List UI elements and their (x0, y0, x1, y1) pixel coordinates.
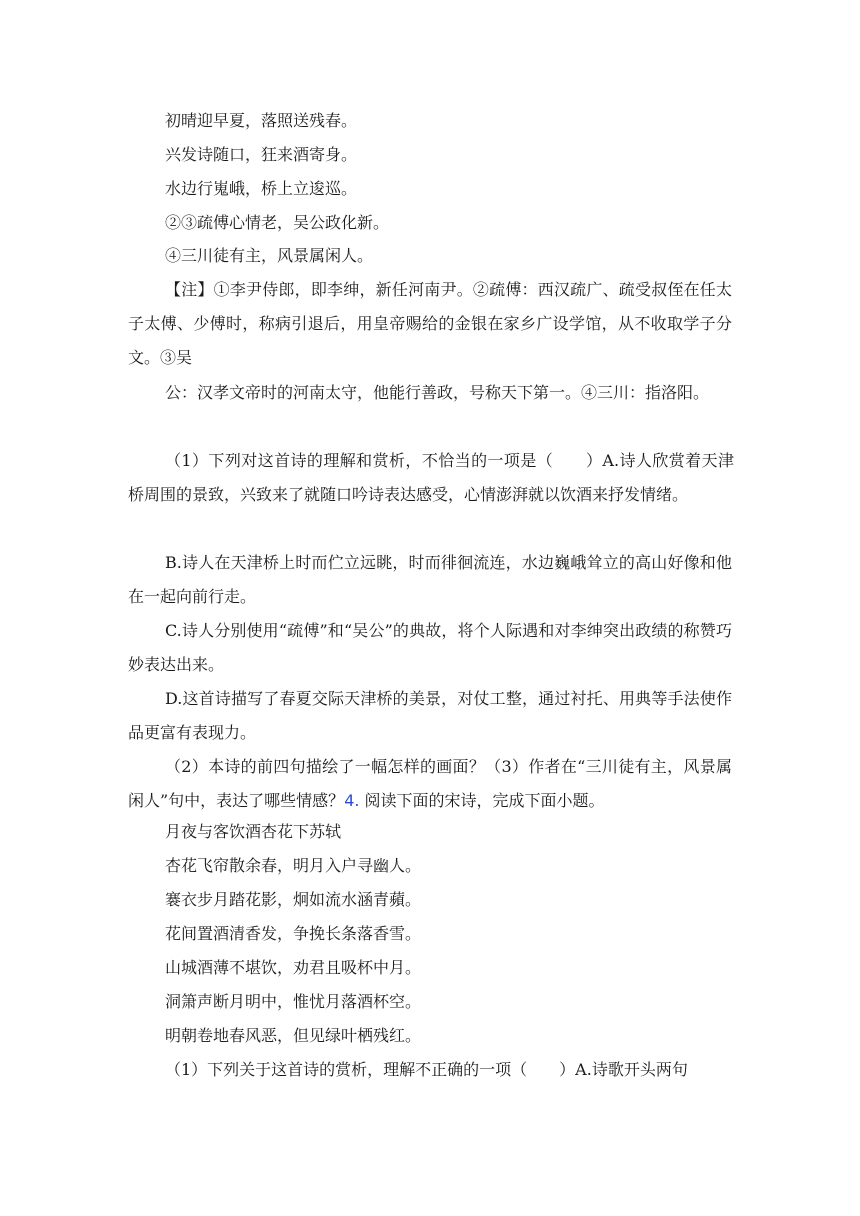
question-2-paragraph (128, 750, 732, 818)
poem1-line-3: 水边行嵬峨，桥上立逡巡。 (165, 179, 358, 198)
poem1-line-1: 初晴迎早夏，落照送残春。 (165, 111, 358, 130)
question-1-option-b: B.诗人在天津桥上时而伫立远眺，时而徘徊流连，水边巍峨耸立的高山好像和他在一起向前行走。 (128, 553, 732, 606)
poem1-line-4: ②③疏傅心情老，吴公政化新。 (165, 213, 390, 232)
poem1-line-5: ④三川徒有主，风景属闲人。 (165, 246, 374, 265)
poem2-line-1: 杏花飞帘散余春，明月入户寻幽人。 (165, 856, 422, 875)
poem1-line-2: 兴发诗随口，狂来酒寄身。 (165, 145, 358, 164)
poem2-line-4: 山城酒薄不堪饮，劝君且吸杯中月。 (165, 958, 422, 977)
question-1-stem: （1）下列对这首诗的理解和赏析，不恰当的一项是（ ）A.诗人欣赏着天津桥周围的景致，兴致来了就随口吟诗表达感受，心情澎湃就以饮酒来抒发情绪。 (128, 451, 734, 504)
poem2-line-2: 褰衣步月踏花影，炯如流水涵青蘋。 (165, 890, 422, 909)
poem2-line-5: 洞箫声断月明中，惟忧月落酒杯空。 (165, 992, 422, 1011)
poem2-line-6: 明朝卷地春风恶，但见绿叶栖残红。 (165, 1026, 422, 1045)
poem2-title: 月夜与客饮酒杏花下苏轼 (165, 822, 342, 841)
question-number-4: 4. (344, 791, 360, 810)
question-1-option-c: C.诗人分别使用“疏傅”和“吴公”的典故，将个人际遇和对李绅突出政绩的称赞巧妙表达出来。 (128, 621, 732, 674)
question-4-1-stem: （1）下列关于这首诗的赏析，理解不正确的一项（ ）A.诗歌开头两句 (165, 1060, 688, 1079)
question-2-text: （2）本诗的前四句描绘了一幅怎样的画面？（3）作者在“三川徒有主，风景属闲人”句中，表达了哪些情感？ (128, 757, 732, 810)
annotation-note: 【注】①李尹侍郎，即李绅，新任河南尹。②疏傅：西汉疏广、疏受叔侄在任太子太傅、少傅时，称病引退后，用皇帝赐给的金银在家乡广设学馆，从不收取学子分文。③吴 (128, 280, 732, 367)
question-4-instruction: 阅读下面的宋诗，完成下面小题。 (364, 791, 605, 810)
question-1-option-d: D.这首诗描写了春夏交际天津桥的美景，对仗工整，通过衬托、用典等手法使作品更富有表现力。 (128, 689, 732, 742)
annotation-note-continued: 公：汉孝文帝时的河南太守，他能行善政，号称天下第一。④三川：指洛阳。 (165, 383, 710, 402)
poem2-line-3: 花间置酒清香发，争挽长条落香雪。 (165, 924, 422, 943)
